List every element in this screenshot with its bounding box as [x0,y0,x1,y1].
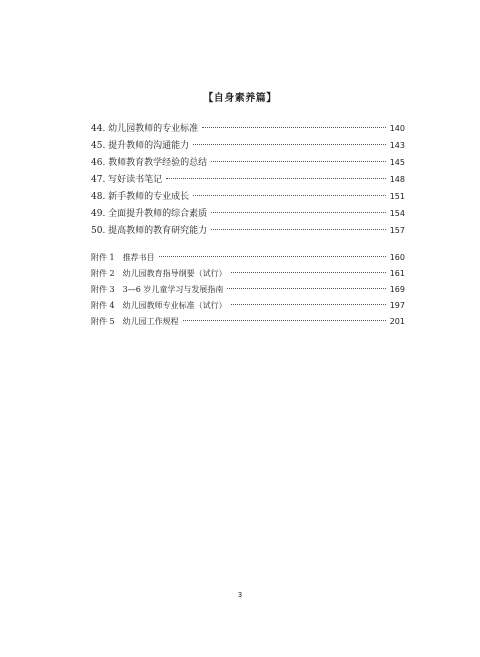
toc-entry-label: 48. 新手教师的专业成长 [91,192,190,202]
toc-entry-label: 46. 教师教育教学经验的总结 [91,158,208,168]
dot-leader [202,127,386,128]
toc-entry[interactable] [91,154,405,171]
appendix-entry[interactable] [91,250,405,266]
appendix-label: 附件 1 推荐书目 [91,253,155,262]
toc-entry[interactable] [91,120,405,137]
toc-entry-page: 148 [389,175,405,184]
dot-leader [183,320,386,321]
appendix-entry[interactable] [91,298,405,314]
toc-entry-page: 143 [389,141,405,150]
appendix-label: 附件 2 幼儿园教育指导纲要（试行） [91,269,227,278]
appendix-page: 169 [389,285,405,294]
toc-entry[interactable] [91,205,405,222]
toc-entry-page: 151 [389,192,405,201]
page-number: 3 [237,591,243,599]
dot-leader [193,195,386,196]
toc-entries [91,120,405,239]
toc-entry-page: 157 [389,226,405,235]
toc-entry-page: 140 [389,124,405,133]
dot-leader [211,161,386,162]
dot-leader [231,272,386,273]
appendix-label: 附件 4 幼儿园教师专业标准（试行） [91,301,227,310]
dot-leader [211,229,386,230]
appendix-label: 附件 5 幼儿园工作规程 [91,317,179,326]
appendix-entries [91,250,405,330]
dot-leader [231,304,386,305]
toc-entry-label: 50. 提高教师的教育研究能力 [91,226,208,236]
toc-entry[interactable] [91,188,405,205]
appendix-page: 197 [389,301,405,310]
toc-entry-page: 145 [389,158,405,167]
toc-entry-label: 49. 全面提升教师的综合素质 [91,209,208,219]
dot-leader [227,288,385,289]
toc-entry[interactable] [91,171,405,188]
toc-entry-page: 154 [389,209,405,218]
section-title: 【自身素养篇】 [203,93,277,104]
toc-entry-label: 47. 写好读书笔记 [91,175,163,185]
appendix-entry[interactable] [91,314,405,330]
dot-leader [159,256,386,257]
toc-entry-label: 44. 幼儿园教师的专业标准 [91,124,199,134]
toc-entry-label: 45. 提升教师的沟通能力 [91,141,190,151]
dot-leader [211,212,386,213]
appendix-page: 161 [389,269,405,278]
appendix-page: 201 [389,317,405,326]
toc-entry[interactable] [91,137,405,154]
appendix-page: 160 [389,253,405,262]
dot-leader [193,144,386,145]
appendix-entry[interactable] [91,266,405,282]
appendix-label: 附件 3 3—6 岁儿童学习与发展指南 [91,285,224,294]
appendix-entry[interactable] [91,282,405,298]
toc-entry[interactable] [91,222,405,239]
dot-leader [166,178,386,179]
